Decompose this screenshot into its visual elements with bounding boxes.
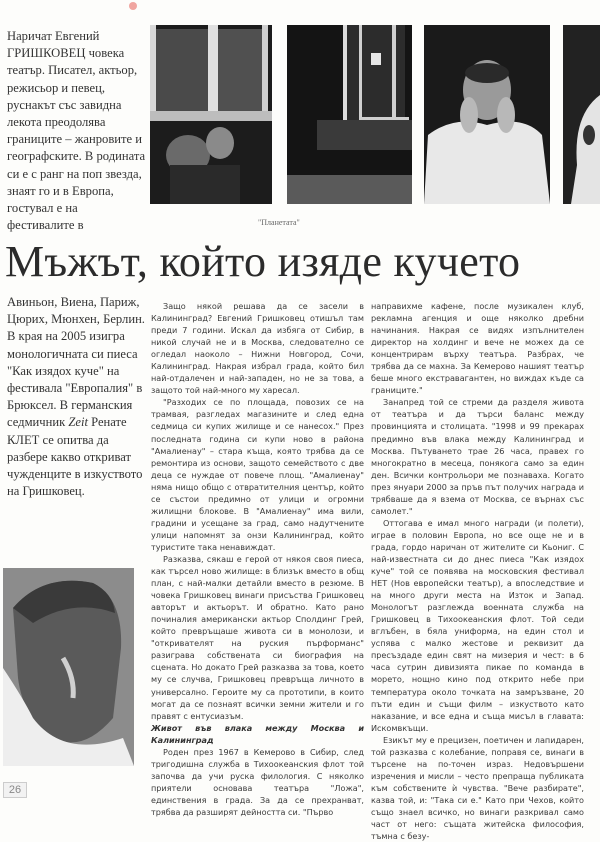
photo-window-dark bbox=[287, 25, 412, 204]
paragraph: "Разходих се по площада, повозих се на трамвая, разгледах магазините и след една седмица си купих жилище и се нанесох." През последната година си купи ново в района "Амалиенау" – стара къща, която трябва да се ремонтира из основи, защото семейството с две деца се нуждае от повече площ. "Амалиенау" няма нищо общо с отвратителния център, който се състои предимно от улици и огромни жилищни блокове. В "Амалиенау" има вили, градини и усещане за град, само надутчените улици напомнят за онзи Калининград, който туристите така ненавиждат. bbox=[151, 397, 364, 552]
body-column-3 bbox=[371, 300, 584, 842]
paragraph: Езикът му е прецизен, поетичен и лапидарен, той разказва с колебание, поправя се, винаги в търсене на по-точен израз. Недовършени изречения и мисли – често препраща публиката към собствените ѝ чувства. "Вече разбирате", казва той, и: "Така си е." Като при Чехов, който също знаел всичко, но винаги разкривал само част от него: същата житейска философия, тъмна с безу- bbox=[371, 734, 584, 842]
photo-man-hands-face bbox=[424, 25, 550, 204]
paragraph: Роден през 1967 в Кемерово в Сибир, след тригодишна служба в Тихоокеанския флот той започва да учи руска филология. С няколко приятели основава театъра "Ложа", единствения в града. За да се прехранват, трябва да разширят дейността си. "Първо bbox=[151, 746, 364, 817]
lead-part-1: Авиньон, Виена, Париж, Цюрих, Мюнхен, Берлин. В края на 2005 изигра монологичната си пиеса "Как изядох куче" на фестивала "Европалия" в Брюксел. В германския седмичник bbox=[7, 295, 145, 430]
photo-window-scene bbox=[150, 25, 272, 204]
lead-part-2: Ренате КЛЕТ се опитва да разбере какво откриват чужденците в изкуството на Гришковец. bbox=[7, 415, 143, 499]
photo-strip bbox=[150, 25, 600, 205]
intro-text: Наричат Евгений ГРИШКОВЕЦ човека театър. Писател, актьор, режисьор и певец, руснакът със завидна лекота преодолява границите – жанровите и географските. В родината си е с ранг на поп звезда, знаят го и в Европа, гостувал е на фестивалите в bbox=[7, 29, 146, 233]
photo-cropped-figure bbox=[563, 25, 600, 204]
body-column-2 bbox=[151, 300, 364, 818]
decorative-dot bbox=[129, 2, 137, 10]
subheading: Живот във влака между Москва и Калининград bbox=[151, 722, 364, 745]
article-headline: Мъжът, който изяде кучето bbox=[5, 237, 521, 286]
paragraph: направихме кафене, после музикален клуб, рекламна агенция и още няколко дребни начинания. Накрая се видях изпълнителен директор на холдинг и вече не можех да се концентрирам върху театъра. Разбрах, че трябва да се махна. За Кемерово нашият театър беше много екстравагантен, но виждах къде са границите." bbox=[371, 301, 584, 396]
lead-text bbox=[7, 294, 147, 500]
author-portrait bbox=[3, 568, 134, 766]
publication-name: Zeit bbox=[68, 415, 88, 430]
page-number: 26 bbox=[3, 782, 27, 798]
photo-caption: "Планетата" bbox=[258, 218, 300, 227]
paragraph: Защо някой решава да се засели в Калининград? Евгений Гришковец отишъл там преди 7 години. Искал да избяга от Сибир, в никой случай не и в Москва, следователно се огледал наоколо – Нижни Новгород, Сочи, Калининград. Накрая избрал града, който бил най-отдалечен и най-западен, но не за това, а защото той най-много му харесал. bbox=[151, 301, 364, 396]
paragraph: Разказва, сякаш е герой от някоя своя пиеса, как търсел ново жилище: в близък вместо в общ план, с най-малки детайли вместо в резюме. В човека Гришковец винаги присъства Гришковец авторът и актьорът. И обратно. Като рано починалия американски актьор Сполдинг Грей, който превръщаше живота си в монолози, и "откривателят на руския пърформанс" разиграва собствената си биография на сцената. Но докато Грей разказва за това, което му се случва, Гришковец превръща личното в универсално. Героите му са прототипи, в които могат да се познаят всички земни жители и го правят с ентусиазъм. bbox=[151, 553, 364, 721]
paragraph: Оттогава е имал много награди (и полети), играе в половин Европа, но все още не и в града, гордо наричан от жителите си Кьониг. С най-известната си до днес пиеса "Как изядох куче" той се появява на московския фестивал НЕТ (Нов европейски театър), а впоследствие и на много други места на Изток и Запад. Монологът разглежда военната служба на Гришковец в Тихоокеанския флот. Той седи вглъбен, в бяла униформа, на един стол и успява с малко жестове и реквизит да пресъздаде един свят на мизерия и чест: в 6 часа сутрин дивизията пикае по команда в морето, нощно кино под открито небе при температура около точката на замръзване, 20 пъти един и същи филм – изкуството като наказание, и все една и съща мисъл в главата: Искомвкъщи. bbox=[371, 517, 584, 733]
paragraph: Занапред той се стреми да разделя живота от театъра и да търси баланс между провинцията и столицата. "1998 и 99 прекарах предимно във влака между Калининград и Москва. Пътуването трае 26 часа, правех го многократно в месеца, понякога само за един ден. Всички контрольори ме познаваха. Когато през януари 2000 за пръв път получих награда и трябваше да я взема от Москва, се върнах със самолет." bbox=[371, 397, 584, 516]
